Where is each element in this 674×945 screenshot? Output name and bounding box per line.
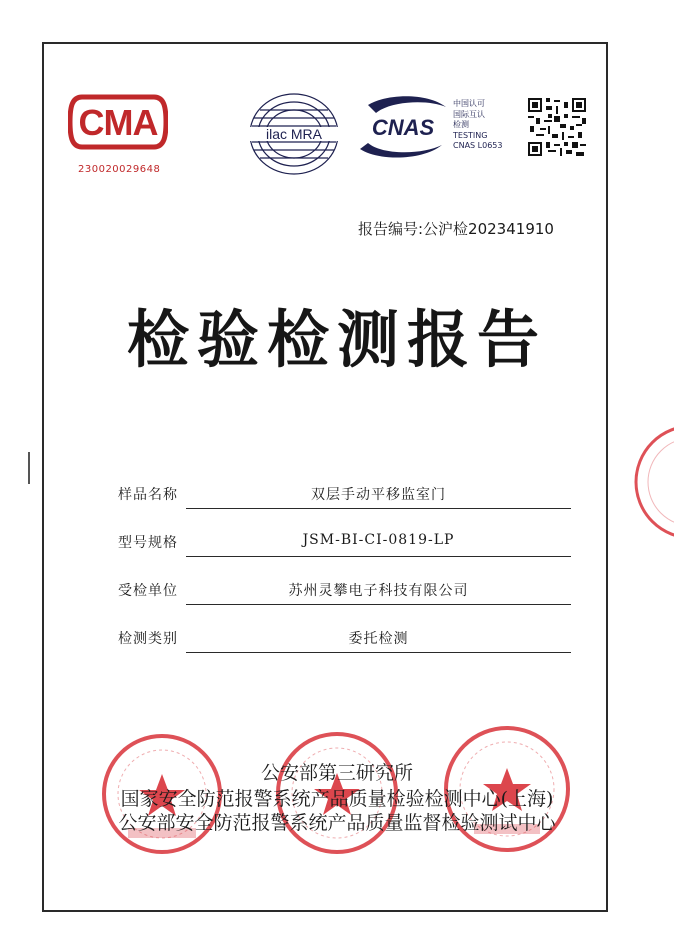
field-value: 委托检测 — [348, 631, 409, 647]
svg-text:CNAS: CNAS — [371, 115, 435, 140]
svg-text:CMA: CMA — [78, 102, 158, 143]
field-label: 受检单位 — [118, 583, 178, 599]
report-number: 报告编号:公沪检202341910 — [358, 220, 554, 238]
cnas-info-line: TESTING — [453, 130, 488, 140]
field-underline — [186, 604, 571, 605]
field-label: 型号规格 — [118, 535, 178, 551]
cma-number: 230020029648 — [78, 164, 161, 175]
field-row-inspected-unit — [118, 574, 578, 604]
cnas-info-line: 中国认可 — [453, 99, 485, 108]
cnas-accreditation-info — [453, 99, 502, 152]
cma-logo-icon — [68, 93, 168, 151]
ilac-mra-logo-icon — [246, 90, 342, 178]
field-value: JSM-BI-CI-0819-LP — [302, 532, 455, 548]
issuer-supervision-center-name: 公安部安全防范报警系统产品质量监督检验测试中心 — [118, 812, 556, 834]
field-underline — [186, 556, 571, 557]
field-value: 苏州灵攀电子科技有限公司 — [288, 583, 469, 599]
issuer-name: 公安部第三研究所 — [260, 762, 413, 784]
cnas-logo-icon — [358, 93, 448, 161]
field-value: 双层手动平移监室门 — [311, 487, 446, 503]
field-row-sample-name — [118, 478, 578, 508]
cnas-info-line: CNAS L0653 — [453, 141, 503, 150]
cnas-info-line: 检测 — [453, 120, 469, 129]
field-label: 检测类别 — [118, 631, 178, 647]
field-label: 样品名称 — [118, 487, 178, 503]
partial-seal-icon — [630, 420, 674, 550]
page-title: 检验检测报告 — [126, 303, 547, 376]
qr-code-icon — [528, 98, 586, 156]
field-underline — [186, 508, 571, 509]
field-row-model — [118, 526, 578, 556]
field-underline — [186, 652, 571, 653]
cnas-info-line: 国际互认 — [453, 109, 485, 119]
field-row-test-category — [118, 622, 578, 652]
binding-mark — [28, 452, 36, 484]
issuer-center-name: 国家安全防范报警系统产品质量检验检测中心(上海) — [120, 788, 554, 810]
svg-text:ilac MRA: ilac MRA — [265, 126, 323, 142]
